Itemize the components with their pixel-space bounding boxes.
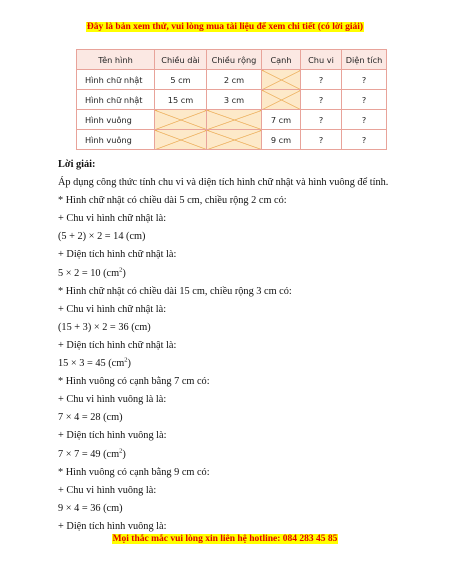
solution-line: * Hình chữ nhật có chiều dài 5 cm, chiều rộng 2 cm có: bbox=[58, 195, 287, 207]
cell-width: 3 cm bbox=[207, 90, 262, 110]
table-row bbox=[77, 70, 387, 90]
solution-heading: Lời giải: bbox=[58, 159, 96, 170]
header-width: Chiều rộng bbox=[207, 50, 262, 70]
solution-line: + Chu vi hình vuông là: bbox=[58, 484, 157, 496]
cell-crossed-out bbox=[155, 110, 207, 130]
header-shape-name: Tên hình bbox=[77, 50, 155, 70]
cell-crossed-out bbox=[155, 130, 207, 150]
solution-line: + Chu vi hình vuông là là: bbox=[58, 394, 167, 406]
cell-crossed-out bbox=[262, 90, 301, 110]
header-perimeter: Chu vi bbox=[301, 50, 342, 70]
cell-length: 15 cm bbox=[155, 90, 207, 110]
solution-line: + Diện tích hình vuông là: bbox=[58, 430, 167, 442]
table-row bbox=[77, 90, 387, 110]
solution-line: (5 + 2) × 2 = 14 (cm) bbox=[58, 231, 146, 243]
solution-line: 7 × 4 = 28 (cm) bbox=[58, 412, 123, 424]
cell-perimeter: ? bbox=[301, 70, 342, 90]
shapes-table bbox=[76, 49, 387, 150]
preview-notice-banner: Đây là bản xem thử, vui lòng mua tài liệu để xem chi tiết (có lời giải) bbox=[86, 22, 364, 32]
cell-side: 7 cm bbox=[262, 110, 301, 130]
cell-perimeter: ? bbox=[301, 90, 342, 110]
formula-text: 15 × 3 = 45 (cm bbox=[58, 358, 125, 370]
cell-name: Hình vuông bbox=[77, 130, 155, 150]
cell-name: Hình chữ nhật bbox=[77, 90, 155, 110]
cell-perimeter: ? bbox=[301, 130, 342, 150]
solution-line: * Hình vuông có cạnh bằng 7 cm có: bbox=[58, 376, 210, 388]
table-header-row bbox=[77, 50, 387, 70]
header-side: Cạnh bbox=[262, 50, 301, 70]
table-row bbox=[77, 110, 387, 130]
solution-line: * Hình chữ nhật có chiều dài 15 cm, chiều rộng 3 cm có: bbox=[58, 285, 292, 297]
cell-side: 9 cm bbox=[262, 130, 301, 150]
solution-line: + Diện tích hình vuông là: bbox=[58, 520, 167, 532]
cell-name: Hình vuông bbox=[77, 110, 155, 130]
table-row bbox=[77, 130, 387, 150]
close-paren: ) bbox=[122, 448, 126, 460]
solution-line: * Hình vuông có cạnh bằng 9 cm có: bbox=[58, 466, 210, 478]
hotline-banner: Mọi thắc mắc vui lòng xin liên hệ hotline: 084 283 45 85 bbox=[112, 534, 338, 544]
header-area: Diện tích bbox=[342, 50, 387, 70]
solution-line bbox=[58, 355, 438, 373]
cell-name: Hình chữ nhật bbox=[77, 70, 155, 90]
formula-text: 5 × 2 = 10 (cm bbox=[58, 267, 120, 279]
cell-area: ? bbox=[342, 70, 387, 90]
cell-area: ? bbox=[342, 110, 387, 130]
formula-text: 7 × 7 = 49 (cm bbox=[58, 448, 120, 460]
cell-crossed-out bbox=[207, 110, 262, 130]
superscript-2: 2 bbox=[119, 266, 123, 274]
close-paren: ) bbox=[122, 267, 126, 279]
solution-line: + Diện tích hình chữ nhật là: bbox=[58, 339, 177, 351]
cell-crossed-out bbox=[262, 70, 301, 90]
solution-line: + Diện tích hình chữ nhật là: bbox=[58, 249, 177, 261]
cell-crossed-out bbox=[207, 130, 262, 150]
solution-line: 9 × 4 = 36 (cm) bbox=[58, 502, 123, 514]
cell-area: ? bbox=[342, 90, 387, 110]
cell-width: 2 cm bbox=[207, 70, 262, 90]
solution-line: + Chu vi hình chữ nhật là: bbox=[58, 303, 167, 315]
solution-section bbox=[58, 156, 438, 536]
solution-line: (15 + 3) × 2 = 36 (cm) bbox=[58, 321, 151, 333]
cell-perimeter: ? bbox=[301, 110, 342, 130]
header-length: Chiều dài bbox=[155, 50, 207, 70]
solution-line bbox=[58, 265, 438, 283]
solution-intro: Áp dụng công thức tính chu vi và diện tích hình chữ nhật và hình vuông để tính. bbox=[58, 177, 389, 189]
superscript-2: 2 bbox=[124, 356, 128, 364]
superscript-2: 2 bbox=[119, 447, 123, 455]
solution-line: + Chu vi hình chữ nhật là: bbox=[58, 213, 167, 225]
solution-line bbox=[58, 446, 438, 464]
close-paren: ) bbox=[127, 358, 131, 370]
cell-area: ? bbox=[342, 130, 387, 150]
cell-length: 5 cm bbox=[155, 70, 207, 90]
